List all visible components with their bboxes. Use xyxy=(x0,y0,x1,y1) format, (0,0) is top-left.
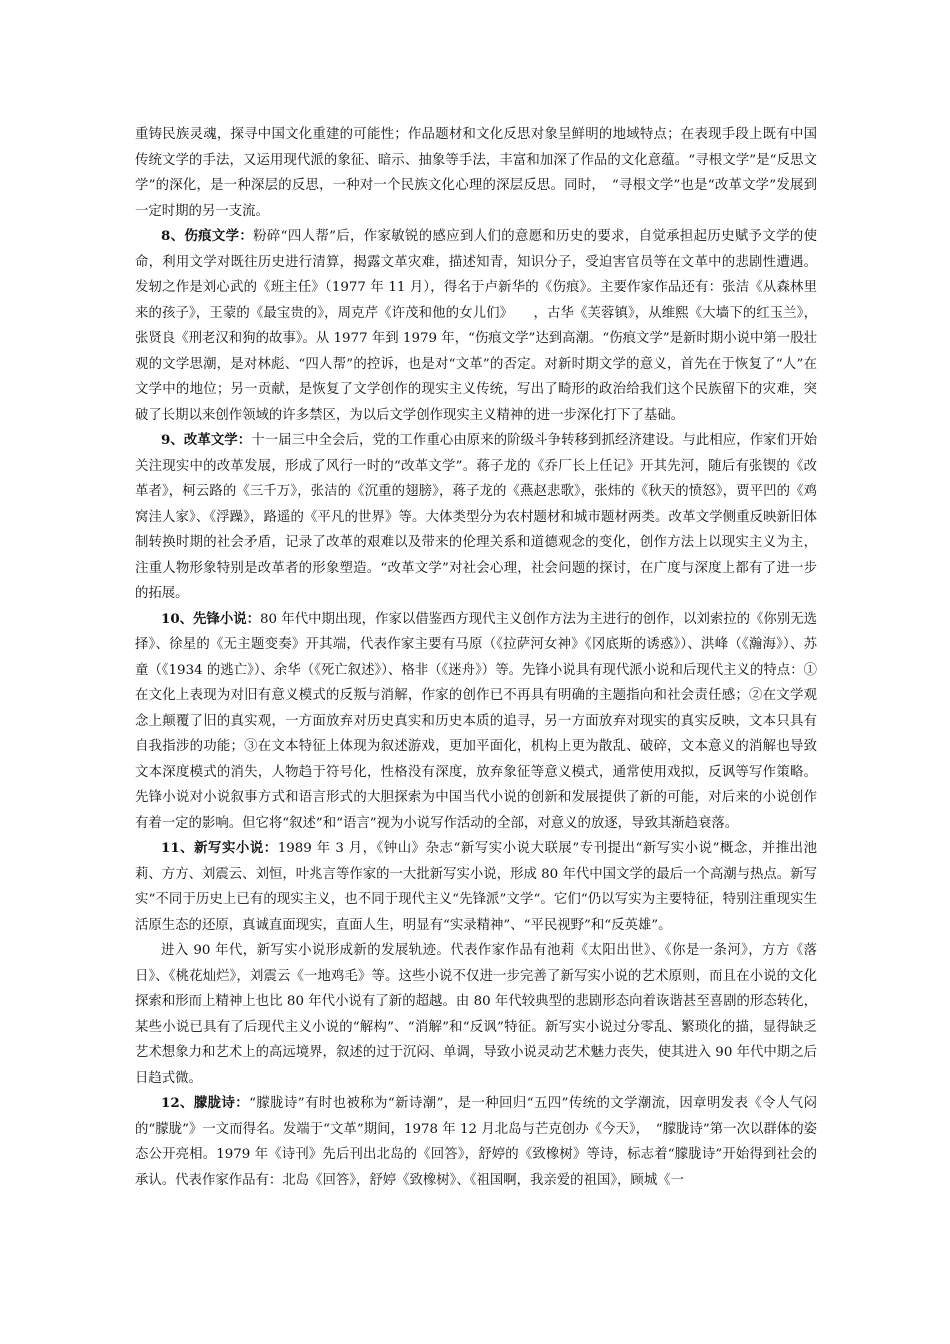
paragraph-xianfeng xyxy=(135,607,817,837)
paragraph-xungen-continued xyxy=(135,122,817,224)
paragraph-gaige xyxy=(135,428,817,607)
paragraph-text: 1989 年 3 月，《钟山》杂志“新写实小说大联展”专刊提出“新写实小说”概念，并推出池莉、方方、刘震云、刘恒，叶兆言等作家的一大批新写实小说，形成 80 年代中国文学的最后一个高潮与热点。新写实“不同于历史上已有的现实主义，也不同于现代主义“先锋派”文学“。它们“仍以写实为主要特征，特别注重现实生活原生态的还原，真诚直面现实，直面人生，明显有“实录精神”、“平民视野”和“反英雄”。 xyxy=(135,841,817,933)
paragraph-xinxieshi-90s xyxy=(135,938,817,1091)
term-heading: 10、先锋小说： xyxy=(161,610,260,627)
paragraph-xinxieshi xyxy=(135,836,817,938)
paragraph-shanghen xyxy=(135,224,817,428)
paragraph-text: 80 年代中期出现，作家以借鉴西方现代主义创作方法为主进行的创作，以刘索拉的《你别无选择》、徐星的《无主题变奏》开其端，代表作家主要有马原（《拉萨河女神》《冈底斯的诱惑》）、洪峰（《瀚海》）、苏童（《1934 的逃亡》）、余华（《死亡叙述》）、格非（《迷舟》）等。先锋小说具有现代派小说和后现代主义的特点：①在文化上表现为对旧有意义模式的反叛与消解，作家的创作已不再具有明确的主题指向和社会责任感；②在文学观念上颠覆了旧的真实观，一方面放弃对历史真实和历史本质的追寻，另一方面放弃对现实的真实反映，文本只具有自我指涉的功能；③在文本特征上体现为叙述游戏，更加平面化，机构上更为散乱、破碎，文本意义的消解也导致文本深度模式的消失，人物趋于符号化，性格没有深度，放弃象征等意义模式，通常使用戏拟，反讽等写作策略。先锋小说对小说叙事方式和语言形式的大胆探索为中国当代小说的创新和发展提供了新的可能，对后来的小说创作有着一定的影响。但它将“叙述”和“语言”视为小说写作活动的全部，对意义的放逐，导致其渐趋衰落。 xyxy=(135,611,817,831)
term-heading: 12、朦胧诗： xyxy=(161,1095,250,1111)
term-heading: 9、改革文学： xyxy=(161,432,252,448)
term-heading: 11、新写实小说： xyxy=(161,840,278,856)
paragraph-text: 粉碎“四人帮”后，作家敏锐的感应到人们的意愿和历史的要求，自觉承担起历史赋予文学的使命，利用文学对既往历史进行清算，揭露文革灾难，描述知青，知识分子，受迫害官员等在文革中的悲剧性遭遇。发轫之作是刘心武的《班主任》（1977 年 11 月），得名于卢新华的《伤痕》。主要作家作品还有：张洁《从森林里来的孩子》，王蒙的《最宝贵的》，周克芹《许茂和他的女儿们》 ，古华《芙蓉镇》，从维熙《大墙下的红玉兰》，张贤良《刑老汉和狗的故事》。从 1977 年到 1979 年，“伤痕文学”达到高潮。“伤痕文学”是新时期小说中第一股壮观的文学思潮，是对林彪、“四人帮”的控诉，也是对“文革”的否定。对新时期文学的意义，首先在于恢复了“人”在文学中的地位；另一贡献，是恢复了文学创作的现实主义传统，写出了畸形的政治给我们这个民族留下的灾难，突破了长期以来创作领域的许多禁区，为以后文学创作现实主义精神的进一步深化打下了基础。 xyxy=(135,229,817,423)
document-page xyxy=(135,122,817,1193)
paragraph-text: 重铸民族灵魂，探寻中国文化重建的可能性；作品题材和文化反思对象呈鲜明的地域特点；在表现手段上既有中国传统文学的手法，又运用现代派的象征、暗示、抽象等手法，丰富和加深了作品的文化意蕴。“寻根文学”是“反思文学”的深化，是一种深层的反思，一种对一个民族文化心理的深层反思。同时， “寻根文学”也是“改革文学”发展到一定时期的另一支流。 xyxy=(135,127,817,219)
paragraph-text: 十一届三中全会后，党的工作重心由原来的阶级斗争转移到抓经济建设。与此相应，作家们开始关注现实中的改革发展，形成了风行一时的“改革文学”。蒋子龙的《乔厂长上任记》开其先河，随后有张锲的《改革者》，柯云路的《三千万》，张洁的《沉重的翅膀》，蒋子龙的《燕赵悲歌》，张炜的《秋天的愤怒》，贾平凹的《鸡窝洼人家》、《浮躁》，路遥的《平凡的世界》等。大体类型分为农村题材和城市题材两类。改革文学侧重反映新旧体制转换时期的社会矛盾，记录了改革的艰难以及带来的伦理关系和道德观念的变化，创作方法上以现实主义为主，注重人物形象特别是改革者的形象塑造。“改革文学”对社会心理，社会问题的探讨，在广度与深度上都有了进一步的拓展。 xyxy=(135,433,817,601)
term-heading: 8、伤痕文学： xyxy=(161,228,254,244)
paragraph-text: 进入 90 年代，新写实小说形成新的发展轨迹。代表作家作品有池莉《太阳出世》、《你是一条河》，方方《落日》、《桃花灿烂》，刘震云《一地鸡毛》等。这些小说不仅进一步完善了新写实小说的艺术原则，而且在小说的文化探索和形而上精神上也比 80 年代小说有了新的超越。由 80 年代较典型的悲剧形态向着诙谐甚至喜剧的形态转化，某些小说已具有了后现代主义小说的“解构”、“消解”和“反讽”特征。新写实小说过分零乱、繁琐化的描，显得缺乏艺术想象力和艺术上的高远境界，叙述的过于沉闷、单调，导致小说灵动艺术魅力丧失，使其进入 90 年代中期之后日趋式微。 xyxy=(135,943,817,1086)
paragraph-text: “朦胧诗”有时也被称为“新诗潮”，是一种回归“五四”传统的文学潮流，因章明发表《令人气闷的“朦胧”》一文而得名。发端于“文革”期间，1978 年 12 月北岛与芒克创办《今天》， “朦胧诗”第一次以群体的姿态公开亮相。1979 年《诗刊》先后刊出北岛的《回答》，舒婷的《致橡树》等诗，标志着“朦胧诗”开始得到社会的承认。代表作家作品有：北岛《回答》，舒婷《致橡树》、《祖国啊，我亲爱的祖国》，顾城《一 xyxy=(135,1096,818,1188)
paragraph-menglong xyxy=(135,1091,817,1193)
